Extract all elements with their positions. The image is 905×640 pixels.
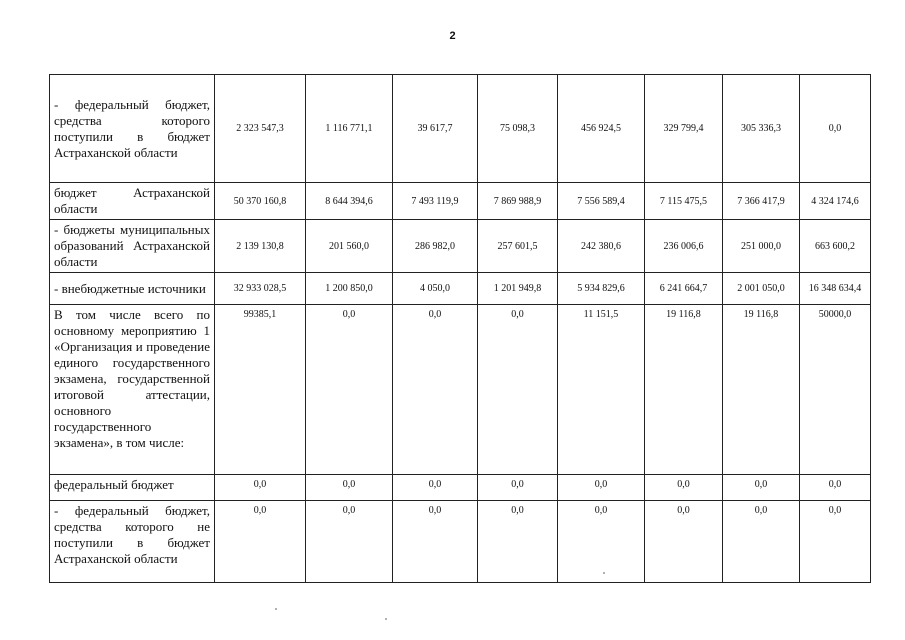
table-cell: 0,0 bbox=[478, 305, 558, 475]
table-cell: 0,0 bbox=[645, 501, 723, 583]
table-cell: 0,0 bbox=[306, 501, 393, 583]
table-cell: 16 348 634,4 bbox=[800, 273, 871, 305]
table-cell: 329 799,4 bbox=[645, 75, 723, 183]
table-cell: 305 336,3 bbox=[723, 75, 800, 183]
table-cell: 5 934 829,6 bbox=[558, 273, 645, 305]
table-cell: 242 380,6 bbox=[558, 220, 645, 273]
table-cell: 11 151,5 bbox=[558, 305, 645, 475]
table-cell: 2 323 547,3 bbox=[215, 75, 306, 183]
table-row bbox=[50, 220, 871, 273]
row-label: - федеральный бюджет, средства которого поступили в бюджет Астраханской области bbox=[50, 75, 215, 183]
table-cell: 0,0 bbox=[478, 475, 558, 501]
table-cell: 0,0 bbox=[393, 305, 478, 475]
table-cell: 7 869 988,9 bbox=[478, 183, 558, 220]
table-cell: 0,0 bbox=[306, 305, 393, 475]
table-cell: 39 617,7 bbox=[393, 75, 478, 183]
table-cell: 257 601,5 bbox=[478, 220, 558, 273]
table-cell: 0,0 bbox=[645, 475, 723, 501]
table-cell: 4 324 174,6 bbox=[800, 183, 871, 220]
table-cell: 50 370 160,8 bbox=[215, 183, 306, 220]
table-row bbox=[50, 75, 871, 183]
scan-speck bbox=[603, 572, 605, 574]
page-number: 2 bbox=[449, 30, 456, 42]
table-row bbox=[50, 475, 871, 501]
table-cell: 0,0 bbox=[723, 501, 800, 583]
table-cell: 0,0 bbox=[215, 501, 306, 583]
row-label: - бюджеты муниципальных образований Астраханской области bbox=[50, 220, 215, 273]
row-label: - внебюджетные источники bbox=[50, 273, 215, 305]
table-row bbox=[50, 273, 871, 305]
table-cell: 1 200 850,0 bbox=[306, 273, 393, 305]
table-cell: 19 116,8 bbox=[723, 305, 800, 475]
table-cell: 0,0 bbox=[723, 475, 800, 501]
row-label: бюджет Астраханской области bbox=[50, 183, 215, 220]
table-row bbox=[50, 183, 871, 220]
table-cell: 7 556 589,4 bbox=[558, 183, 645, 220]
table-cell: 201 560,0 bbox=[306, 220, 393, 273]
table-cell: 19 116,8 bbox=[645, 305, 723, 475]
table-cell: 2 001 050,0 bbox=[723, 273, 800, 305]
table-cell: 7 366 417,9 bbox=[723, 183, 800, 220]
table-cell: 0,0 bbox=[800, 75, 871, 183]
table-cell: 0,0 bbox=[393, 475, 478, 501]
budget-table bbox=[49, 74, 871, 583]
table-cell: 2 139 130,8 bbox=[215, 220, 306, 273]
scan-speck bbox=[275, 608, 277, 610]
row-label: федеральный бюджет bbox=[50, 475, 215, 501]
table-cell: 50000,0 bbox=[800, 305, 871, 475]
table-cell: 286 982,0 bbox=[393, 220, 478, 273]
table-cell: 4 050,0 bbox=[393, 273, 478, 305]
table-row bbox=[50, 501, 871, 583]
table-cell: 7 115 475,5 bbox=[645, 183, 723, 220]
table-row bbox=[50, 305, 871, 475]
table-cell: 0,0 bbox=[800, 475, 871, 501]
table-cell: 0,0 bbox=[800, 501, 871, 583]
row-label: - федеральный бюджет, средства которого не поступили в бюджет Астраханской области bbox=[50, 501, 215, 583]
table-cell: 1 116 771,1 bbox=[306, 75, 393, 183]
table-cell: 236 006,6 bbox=[645, 220, 723, 273]
table-cell: 99385,1 bbox=[215, 305, 306, 475]
scan-speck bbox=[385, 618, 387, 620]
table-cell: 663 600,2 bbox=[800, 220, 871, 273]
table-cell: 0,0 bbox=[215, 475, 306, 501]
table-cell: 0,0 bbox=[558, 501, 645, 583]
table-cell: 0,0 bbox=[558, 475, 645, 501]
table-cell: 75 098,3 bbox=[478, 75, 558, 183]
table-cell: 456 924,5 bbox=[558, 75, 645, 183]
row-label: В том числе всего по основному мероприятию 1 «Организация и проведение единого государственного экзамена, государственной итоговой аттестации, основного государственного экзамена», в том числе: bbox=[50, 305, 215, 475]
table-cell: 1 201 949,8 bbox=[478, 273, 558, 305]
table-cell: 6 241 664,7 bbox=[645, 273, 723, 305]
table-cell: 251 000,0 bbox=[723, 220, 800, 273]
table-cell: 8 644 394,6 bbox=[306, 183, 393, 220]
table-cell: 32 933 028,5 bbox=[215, 273, 306, 305]
table-cell: 0,0 bbox=[478, 501, 558, 583]
table-cell: 0,0 bbox=[393, 501, 478, 583]
table-cell: 7 493 119,9 bbox=[393, 183, 478, 220]
table-cell: 0,0 bbox=[306, 475, 393, 501]
